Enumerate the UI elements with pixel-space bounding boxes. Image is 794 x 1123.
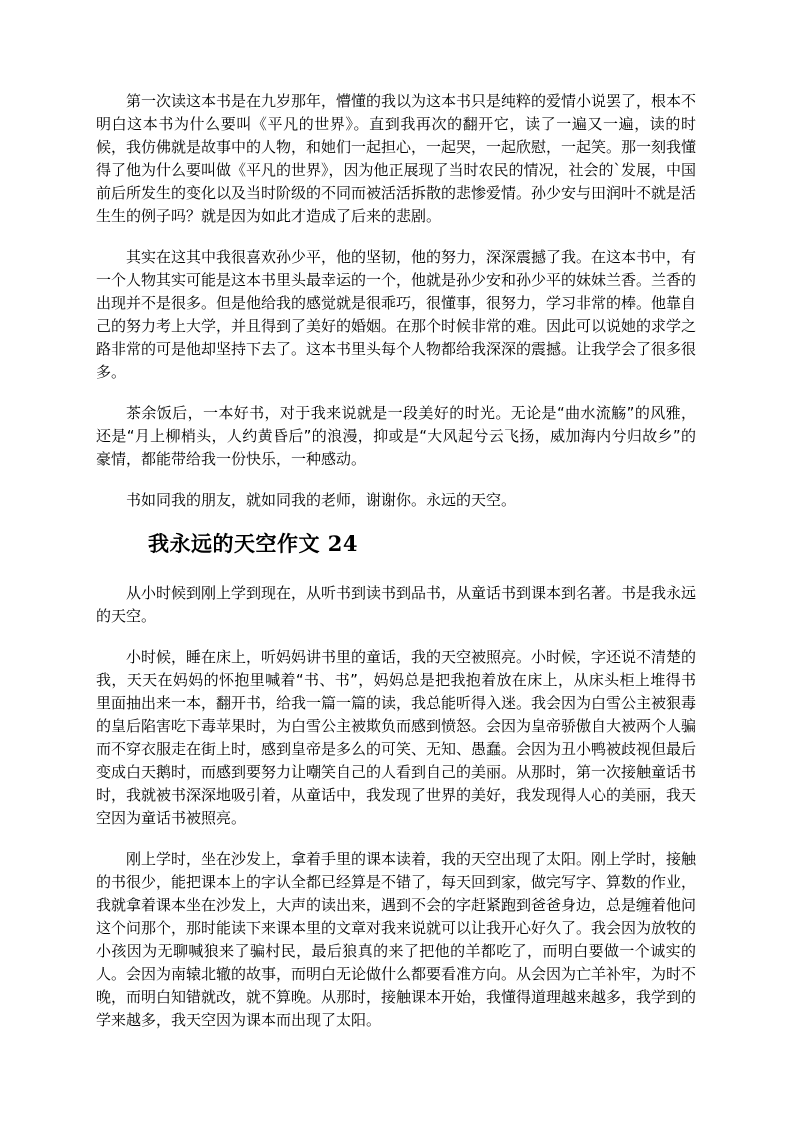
- document-body: [96, 90, 696, 1050]
- paragraph: 小时候，睡在床上，听妈妈讲书里的童话，我的天空被照亮。小时候，字还说不清楚的我，天天在妈妈的怀抱里喊着“书、书”，妈妈总是把我抱着放在床上，从床头柜上堆得书里面抽出来一本，翻开书，给我一篇一篇的读，我总能听得入迷。我会因为白雪公主被狠毒的皇后陷害吃下毒苹果时，为白雪公主被欺负而感到愤怒。会因为皇帝骄傲自大被两个人骗而不穿衣服走在街上时，感到皇帝是多么的可笑、无知、愚蠢。会因为丑小鸭被歧视但最后变成白天鹅时，而感到要努力让嘲笑自己的人看到自己的美丽。从那时，第一次接触童话书时，我就被书深深地吸引着，从童话中，我发现了世界的美好，我发现得人心的美丽，我天空因为童话书被照亮。: [96, 648, 697, 827]
- paragraph: 第一次读这本书是在九岁那年，懵懂的我以为这本书只是纯粹的爱情小说罢了，根本不明白这本书为什么要叫《平凡的世界》。直到我再次的翻开它，读了一遍又一遍，读的时候，我仿佛就是故事中的人物，和她们一起担心，一起哭，一起欣慰，一起笑。那一刻我懂得了他为什么要叫做《平凡的世界》，因为他正展现了当时农民的情况，社会的`发展，中国前后所发生的变化以及当时阶级的不同而被活活拆散的悲惨爱情。孙少安与田润叶不就是活生生的例子吗？就是因为如此才造成了后来的悲剧。: [96, 92, 697, 225]
- paragraph: 其实在这其中我很喜欢孙少平，他的坚韧，他的努力，深深震撼了我。在这本书中，有一个人物其实可能是这本书里头最幸运的一个，他就是孙少安和孙少平的妹妹兰香。兰香的出现并不是很多。但是他给我的感觉就是很乖巧，很懂事，很努力，学习非常的棒。他靠自己的努力考上大学，并且得到了美好的婚姻。在那个时候非常的难。因此可以说她的求学之路非常的可是他却坚持下去了。这本书里头每个人物都给我深深的震撼。让我学会了很多很多。: [96, 248, 697, 381]
- paragraph: 从小时候到刚上学到现在，从听书到读书到品书，从童话书到课本到名著。书是我永远的天空。: [96, 584, 697, 625]
- paragraph: 茶余饭后，一本好书，对于我来说就是一段美好的时光。无论是“曲水流觞”的风雅，还是“月上柳梢头，人约黄昏后”的浪漫，抑或是“大风起兮云飞扬，威加海内兮归故乡”的豪情，都能带给我一份快乐，一种感动。: [96, 404, 696, 468]
- paragraph: 刚上学时，坐在沙发上，拿着手里的课本读着，我的天空出现了太阳。刚上学时，接触的书很少，能把课本上的字认全都已经算是不错了，每天回到家，做完写字、算数的作业，我就拿着课本坐在沙发上，大声的读出来，遇到不会的字赶紧跑到爸爸身边，总是缠着他问这个问那个，那时能读下来课本里的文章对我来说就可以让我开心好久了。我会因为放牧的小孩因为无聊喊狼来了骗村民，最后狼真的来了把他的羊都吃了，而明白要做一个诚实的人。会因为南辕北辙的故事，而明白无论做什么都要看准方向。从会因为亡羊补牢，为时不晚，而明白知错就改，就不算晚。从那时，接触课本开始，我懂得道理越来越多，我学到的学来越多，我天空因为课本而出现了太阳。: [96, 850, 697, 1029]
- paragraph: 书如同我的朋友，就如同我的老师，谢谢你。永远的天空。: [126, 491, 517, 509]
- section-heading: 我永远的天空作文 24: [148, 531, 359, 556]
